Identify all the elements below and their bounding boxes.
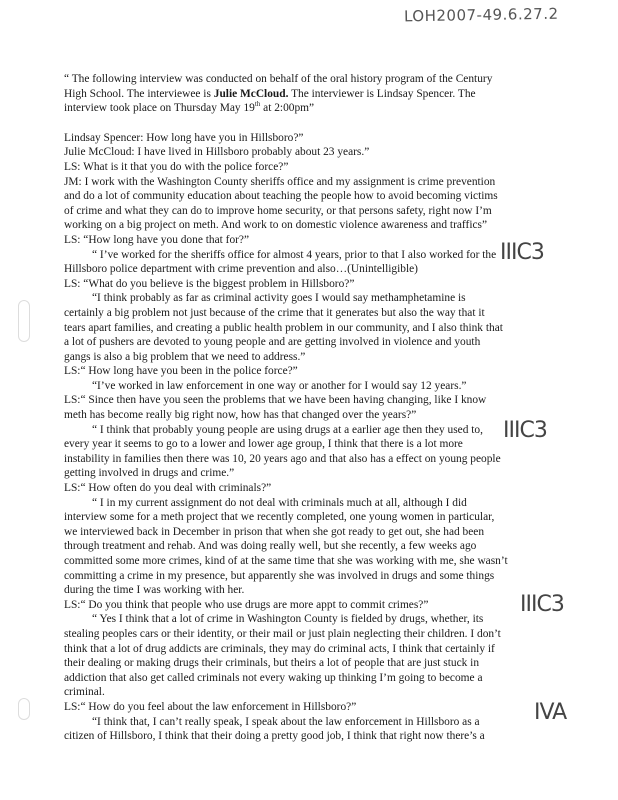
- transcript-line: “ I’ve worked for the sheriffs office for almost 4 years, prior to that I also worked for the: [92, 248, 497, 261]
- transcript-line: “ Yes I think that a lot of crime in Washington County is fielded by drugs, whether, its: [92, 613, 484, 626]
- transcript-line: during the time I was working with her.: [64, 584, 245, 597]
- intro-line: interview took place on Thursday May 19th at 2:00pm”: [64, 100, 315, 115]
- transcript-line: every year it seems to go to a lower and lower age group, I think that there is a lot more: [64, 438, 463, 451]
- transcript-line: “I think that, I can’t really speak, I speak about the law enforcement in Hillsboro as a: [92, 715, 480, 728]
- transcript-line: “I’ve worked in law enforcement in one way or another for I would say 12 years.”: [92, 379, 467, 392]
- transcript-line: JM: I work with the Washington County sheriffs office and my assignment is crime prevention: [64, 175, 496, 188]
- transcript-body: [64, 72, 584, 744]
- transcript-line: Julie McCloud: I have lived in Hillsboro probably about 23 years.”: [64, 146, 370, 159]
- transcript-line: LS: What is it that you do with the police force?”: [64, 160, 289, 173]
- margin-annotation: IIIC3: [520, 592, 564, 617]
- transcript-line: of crime and what they can do to improve home security, or that persons safety, right now I’m: [64, 204, 492, 217]
- transcript-line: LS: “How long have you done that for?”: [64, 233, 250, 246]
- transcript-line: criminal.: [64, 686, 105, 699]
- transcript-line: LS:“ Since then have you seen the problems that we have been having changing, like I know: [64, 394, 487, 407]
- intro-line: High School. The interviewee is Julie McCloud. The interviewer is Lindsay Spencer. The: [64, 87, 476, 100]
- transcript-line: Lindsay Spencer: How long have you in Hillsboro?”: [64, 131, 304, 144]
- transcript-line: certainly a big problem not just because of the crime that it generates but also the way that it: [64, 306, 485, 319]
- binder-hole: [18, 698, 30, 720]
- transcript-line: instability in families then there was 10, 20 years ago and that also has a effect on young people: [64, 452, 501, 465]
- transcript-line: stealing peoples cars or their identity, or their mail or just plain neglecting their children. I don’t: [64, 627, 501, 640]
- transcript-line: tears apart families, and creating a public health problem in our community, and I also think that: [64, 321, 503, 334]
- transcript-line: committing a crime in my presence, but apparently she was involved in drugs and some things: [64, 569, 495, 582]
- transcript-line: committed some more crimes, kind of at the same time that she was working with me, she wasn’t: [64, 555, 508, 567]
- transcript-line: working on a big project on meth. And work to on domestic violence awareness and traffics”: [64, 219, 488, 232]
- margin-annotation: IIIC3: [500, 240, 544, 265]
- transcript-line: addiction that also get called criminals not every waking up thinking I’m going to become a: [64, 671, 483, 684]
- transcript-line: think that a lot of drug addicts are criminals, they may do criminal acts, I think that certainly if: [64, 642, 495, 655]
- transcript-line: LS: “What do you believe is the biggest problem in Hillsboro?”: [64, 277, 355, 290]
- transcript-line: and do a lot of community education about teaching the people how to avoid becoming victims: [64, 190, 498, 203]
- transcript-line: meth has become really big right now, how has that changed over the years?”: [64, 409, 417, 422]
- transcript-line: “I think probably as far as criminal activity goes I would say methamphetamine is: [92, 292, 466, 305]
- transcript-line: getting involved in drugs and crime.”: [64, 467, 235, 480]
- transcript-line: LS:“ How do you feel about the law enforcement in Hillsboro?”: [64, 700, 357, 713]
- margin-annotation: IVA: [534, 700, 567, 725]
- transcript-line: LS:“ How often do you deal with criminals?”: [64, 482, 272, 495]
- transcript-line: “ I in my current assignment do not deal with criminals much at all, although I did: [92, 496, 467, 509]
- transcript-line: citizen of Hillsboro, I think that their doing a pretty good job, I think that right now there’s a: [64, 730, 485, 743]
- transcript-line: Hillsboro police department with crime prevention and also…(Unintelligible): [64, 263, 418, 276]
- transcript-line: interview some for a meth project that we recently completed, one young women in particular,: [64, 511, 495, 524]
- transcript-line: LS:“ Do you think that people who use drugs are more appt to commit crimes?”: [64, 598, 429, 611]
- transcript-line: through treatment and rehab. And was doing really well, but she recently, a few weeks ago: [64, 540, 477, 553]
- margin-annotation: IIIC3: [503, 418, 547, 443]
- accession-number: LOH2007-49.6.27.2: [403, 4, 559, 26]
- transcript-line: we interviewed back in December in prison that when she got ready to get out, she had been: [64, 525, 485, 538]
- transcript-line: “ I think that probably young people are using drugs at a earlier age then they used to,: [92, 423, 483, 436]
- intro-line: “ The following interview was conducted on behalf of the oral history program of the Century: [64, 73, 493, 85]
- transcript-line: gangs is also a big problem that we need to address.”: [64, 350, 306, 363]
- transcript-line: LS:“ How long have you been in the police force?”: [64, 365, 298, 378]
- transcript-line: a lot of pushers are devoted to young people and are getting involved in violence and youth: [64, 336, 481, 349]
- binder-hole: [18, 300, 30, 342]
- transcript-line: their dealing or making drugs their criminals, but theirs a lot of people that are just stuck in: [64, 657, 480, 670]
